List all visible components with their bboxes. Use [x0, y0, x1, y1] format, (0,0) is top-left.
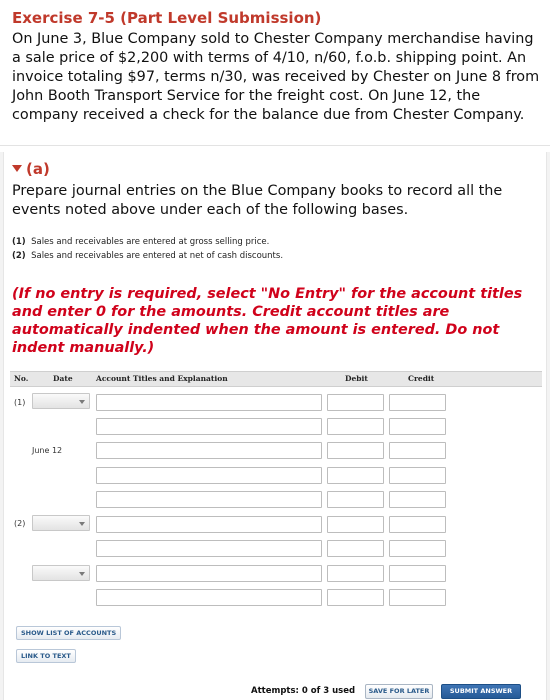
exercise-title: Exercise 7-5 (Part Level Submission)	[12, 9, 322, 27]
entry-2-account-input-3[interactable]	[96, 565, 322, 582]
entry-2-debit-input-1[interactable]	[327, 516, 384, 533]
chevron-down-icon	[79, 522, 85, 526]
entry-2-account-input-2[interactable]	[96, 540, 322, 557]
entry-2-date-select-2[interactable]	[32, 565, 90, 581]
part-prompt: Prepare journal entries on the Blue Company books to record all the events noted above under each of the following bases.	[12, 183, 503, 218]
entry-1-account-input-1[interactable]	[96, 394, 322, 411]
exercise-problem-text: On June 3, Blue Company sold to Chester Company merchandise having a sale price of $2,200 with terms of 4/10, n/60, f.o.b. shipping point. An invoice totaling $97, terms n/30, was received by Chester on June 8 from John Booth Transport Service for the freight cost. On June 12, the company received a check for the balance due from Chester Company.	[12, 31, 540, 123]
journal-table-header	[10, 371, 542, 387]
entry-1-credit-input-3[interactable]	[389, 442, 446, 459]
basis-1-text: Sales and receivables are entered at gross selling price.	[31, 237, 270, 247]
entry-1-number: (1)	[14, 398, 26, 407]
entry-1-date-select[interactable]	[32, 393, 90, 409]
entry-2-date-select[interactable]	[32, 515, 90, 531]
header-credit: Credit	[408, 374, 435, 383]
basis-2	[12, 251, 283, 261]
entry-1-account-input-4[interactable]	[96, 467, 322, 484]
entry-1-credit-input-4[interactable]	[389, 467, 446, 484]
entry-1-date-text: June 12	[32, 446, 63, 455]
part-a-toggle[interactable]	[12, 160, 50, 178]
entry-2-account-input-1[interactable]	[96, 516, 322, 533]
instructions: (If no entry is required, select "No Entry" for the account titles and enter 0 for the amounts. Credit account titles are automatically indented when the amount is entered. Do not indent manually.)	[12, 286, 523, 356]
entry-1-debit-input-4[interactable]	[327, 467, 384, 484]
basis-1-number: (1)	[12, 237, 26, 247]
entry-1-debit-input-1[interactable]	[327, 394, 384, 411]
header-account: Account Titles and Explanation	[96, 374, 228, 383]
entry-1-account-input-2[interactable]	[96, 418, 322, 435]
basis-2-text: Sales and receivables are entered at net of cash discounts.	[31, 251, 284, 261]
header-debit: Debit	[345, 374, 368, 383]
show-list-of-accounts-button[interactable]: SHOW LIST OF ACCOUNTS	[16, 626, 121, 640]
header-date: Date	[53, 374, 73, 383]
header-no: No.	[14, 374, 29, 383]
entry-2-debit-input-3[interactable]	[327, 565, 384, 582]
entry-2-credit-input-4[interactable]	[389, 589, 446, 606]
link-to-text-button[interactable]: LINK TO TEXT	[16, 649, 76, 663]
exercise-header	[0, 0, 550, 150]
chevron-down-icon	[79, 572, 85, 576]
basis-1	[12, 237, 269, 247]
entry-2-credit-input-1[interactable]	[389, 516, 446, 533]
save-for-later-button[interactable]: SAVE FOR LATER	[365, 684, 433, 699]
entry-2-credit-input-2[interactable]	[389, 540, 446, 557]
entry-1-debit-input-2[interactable]	[327, 418, 384, 435]
part-label: (a)	[26, 160, 50, 178]
entry-1-debit-input-5[interactable]	[327, 491, 384, 508]
basis-2-number: (2)	[12, 251, 26, 261]
entry-2-number: (2)	[14, 519, 26, 528]
attempts-status: Attempts: 0 of 3 used	[251, 686, 356, 696]
entry-1-account-input-3[interactable]	[96, 442, 322, 459]
submit-answer-button[interactable]: SUBMIT ANSWER	[441, 684, 521, 699]
entry-1-credit-input-1[interactable]	[389, 394, 446, 411]
entry-2-debit-input-4[interactable]	[327, 589, 384, 606]
entry-2-debit-input-2[interactable]	[327, 540, 384, 557]
caret-down-icon	[12, 165, 22, 172]
entry-1-account-input-5[interactable]	[96, 491, 322, 508]
entry-1-credit-input-2[interactable]	[389, 418, 446, 435]
entry-2-account-input-4[interactable]	[96, 589, 322, 606]
chevron-down-icon	[79, 400, 85, 404]
section-divider	[0, 145, 550, 146]
entry-1-debit-input-3[interactable]	[327, 442, 384, 459]
entry-1-credit-input-5[interactable]	[389, 491, 446, 508]
entry-2-credit-input-3[interactable]	[389, 565, 446, 582]
